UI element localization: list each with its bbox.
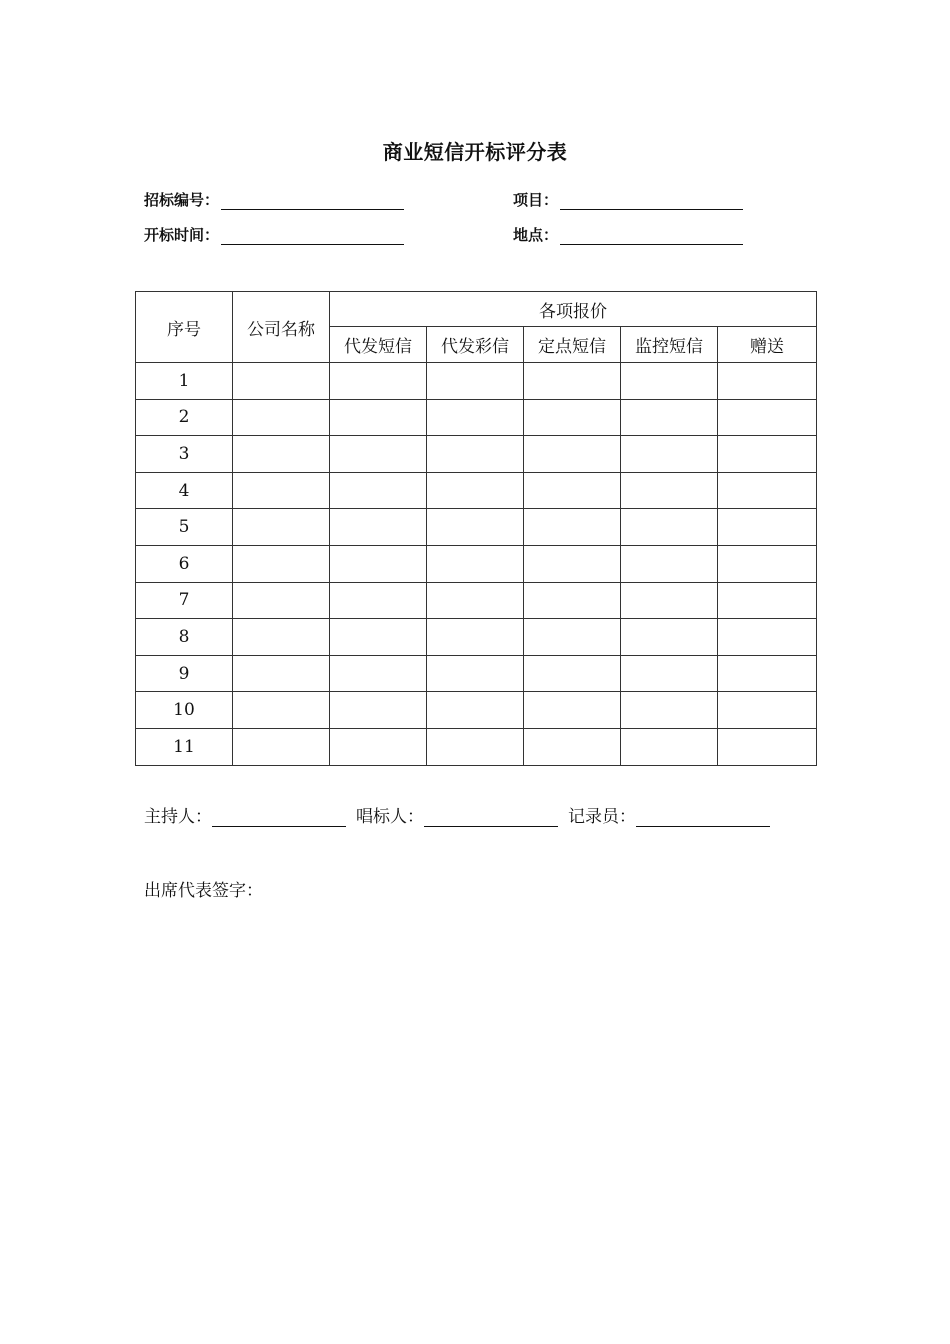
quote-cell[interactable] xyxy=(718,436,817,473)
quote-cell[interactable] xyxy=(427,363,524,400)
host-label: 主持人： xyxy=(144,807,212,827)
company-cell[interactable] xyxy=(233,509,330,546)
quote-cell[interactable] xyxy=(524,619,621,656)
row-number: 5 xyxy=(136,509,233,546)
quote-cell[interactable] xyxy=(621,399,718,436)
open-time-field xyxy=(144,223,404,245)
bid-number-blank[interactable] xyxy=(221,195,404,210)
quote-cell[interactable] xyxy=(427,472,524,509)
quote-cell[interactable] xyxy=(427,545,524,582)
quote-cell[interactable] xyxy=(330,582,427,619)
header-sub: 赠送 xyxy=(718,327,817,363)
quote-cell[interactable] xyxy=(524,582,621,619)
caller-signature xyxy=(356,802,558,827)
project-label: 项目： xyxy=(513,191,559,209)
table-row xyxy=(136,436,817,473)
quote-cell[interactable] xyxy=(718,399,817,436)
bid-number-label: 招标编号： xyxy=(144,191,220,209)
row-number: 3 xyxy=(136,436,233,473)
table-row xyxy=(136,472,817,509)
location-label: 地点： xyxy=(513,226,559,244)
quote-cell[interactable] xyxy=(524,472,621,509)
company-cell[interactable] xyxy=(233,619,330,656)
quote-cell[interactable] xyxy=(718,619,817,656)
table-row xyxy=(136,728,817,765)
header-company: 公司名称 xyxy=(233,292,330,363)
company-cell[interactable] xyxy=(233,545,330,582)
quote-cell[interactable] xyxy=(718,692,817,729)
company-cell[interactable] xyxy=(233,655,330,692)
host-signature xyxy=(144,802,346,827)
quote-cell[interactable] xyxy=(427,619,524,656)
attendees-signature-label: 出席代表签字： xyxy=(144,881,263,901)
caller-blank[interactable] xyxy=(424,810,558,827)
row-number: 10 xyxy=(136,692,233,729)
table-row xyxy=(136,619,817,656)
project-blank[interactable] xyxy=(560,195,743,210)
row-number: 7 xyxy=(136,582,233,619)
header-no: 序号 xyxy=(136,292,233,363)
recorder-blank[interactable] xyxy=(636,810,770,827)
signature-row xyxy=(144,803,780,827)
location-blank[interactable] xyxy=(560,230,743,245)
quote-cell[interactable] xyxy=(330,545,427,582)
quote-cell[interactable] xyxy=(524,436,621,473)
scoring-table xyxy=(135,291,817,766)
table-row xyxy=(136,399,817,436)
table-row xyxy=(136,509,817,546)
quote-cell[interactable] xyxy=(427,509,524,546)
quote-cell[interactable] xyxy=(524,545,621,582)
quote-cell[interactable] xyxy=(524,399,621,436)
quote-cell[interactable] xyxy=(330,399,427,436)
quote-cell[interactable] xyxy=(621,655,718,692)
quote-cell[interactable] xyxy=(330,692,427,729)
quote-cell[interactable] xyxy=(427,399,524,436)
quote-cell[interactable] xyxy=(524,363,621,400)
header-sub: 代发彩信 xyxy=(427,327,524,363)
table-row xyxy=(136,582,817,619)
row-number: 6 xyxy=(136,545,233,582)
quote-cell[interactable] xyxy=(718,509,817,546)
quote-cell[interactable] xyxy=(427,436,524,473)
quote-cell[interactable] xyxy=(621,472,718,509)
open-time-blank[interactable] xyxy=(221,230,404,245)
table-row xyxy=(136,692,817,729)
company-cell[interactable] xyxy=(233,728,330,765)
quote-cell[interactable] xyxy=(427,728,524,765)
quote-cell[interactable] xyxy=(718,728,817,765)
quote-cell[interactable] xyxy=(524,509,621,546)
company-cell[interactable] xyxy=(233,399,330,436)
open-time-label: 开标时间： xyxy=(144,226,220,244)
company-cell[interactable] xyxy=(233,363,330,400)
quote-cell[interactable] xyxy=(330,509,427,546)
quote-cell[interactable] xyxy=(427,655,524,692)
location-field xyxy=(513,223,743,245)
quote-cell[interactable] xyxy=(427,692,524,729)
quote-cell[interactable] xyxy=(330,436,427,473)
row-number: 11 xyxy=(136,728,233,765)
recorder-signature xyxy=(568,802,770,827)
table-row xyxy=(136,655,817,692)
quote-cell[interactable] xyxy=(621,728,718,765)
quote-cell[interactable] xyxy=(621,545,718,582)
company-cell[interactable] xyxy=(233,582,330,619)
quote-cell[interactable] xyxy=(718,363,817,400)
host-blank[interactable] xyxy=(212,810,346,827)
quote-cell[interactable] xyxy=(718,655,817,692)
quote-cell[interactable] xyxy=(621,436,718,473)
company-cell[interactable] xyxy=(233,692,330,729)
table-row xyxy=(136,545,817,582)
quote-cell[interactable] xyxy=(524,655,621,692)
header-sub: 监控短信 xyxy=(621,327,718,363)
row-number: 4 xyxy=(136,472,233,509)
quote-cell[interactable] xyxy=(718,472,817,509)
caller-label: 唱标人： xyxy=(356,807,424,827)
row-number: 2 xyxy=(136,399,233,436)
header-sub: 定点短信 xyxy=(524,327,621,363)
header-sub: 代发短信 xyxy=(330,327,427,363)
recorder-label: 记录员： xyxy=(568,807,636,827)
company-cell[interactable] xyxy=(233,472,330,509)
row-number: 8 xyxy=(136,619,233,656)
row-number: 9 xyxy=(136,655,233,692)
row-number: 1 xyxy=(136,363,233,400)
quote-cell[interactable] xyxy=(330,472,427,509)
quote-cell[interactable] xyxy=(621,582,718,619)
project-field xyxy=(513,188,743,210)
quote-cell[interactable] xyxy=(330,363,427,400)
quote-cell[interactable] xyxy=(718,582,817,619)
quote-cell[interactable] xyxy=(621,509,718,546)
quote-cell[interactable] xyxy=(330,728,427,765)
table-row xyxy=(136,363,817,400)
bid-number-field xyxy=(144,188,404,210)
quote-cell[interactable] xyxy=(621,363,718,400)
quote-cell[interactable] xyxy=(718,545,817,582)
company-cell[interactable] xyxy=(233,436,330,473)
quote-cell[interactable] xyxy=(330,655,427,692)
quote-cell[interactable] xyxy=(621,692,718,729)
quote-cell[interactable] xyxy=(524,692,621,729)
header-quotes: 各项报价 xyxy=(330,292,817,327)
page-title: 商业短信开标评分表 xyxy=(382,140,568,164)
quote-cell[interactable] xyxy=(524,728,621,765)
quote-cell[interactable] xyxy=(621,619,718,656)
quote-cell[interactable] xyxy=(427,582,524,619)
quote-cell[interactable] xyxy=(330,619,427,656)
